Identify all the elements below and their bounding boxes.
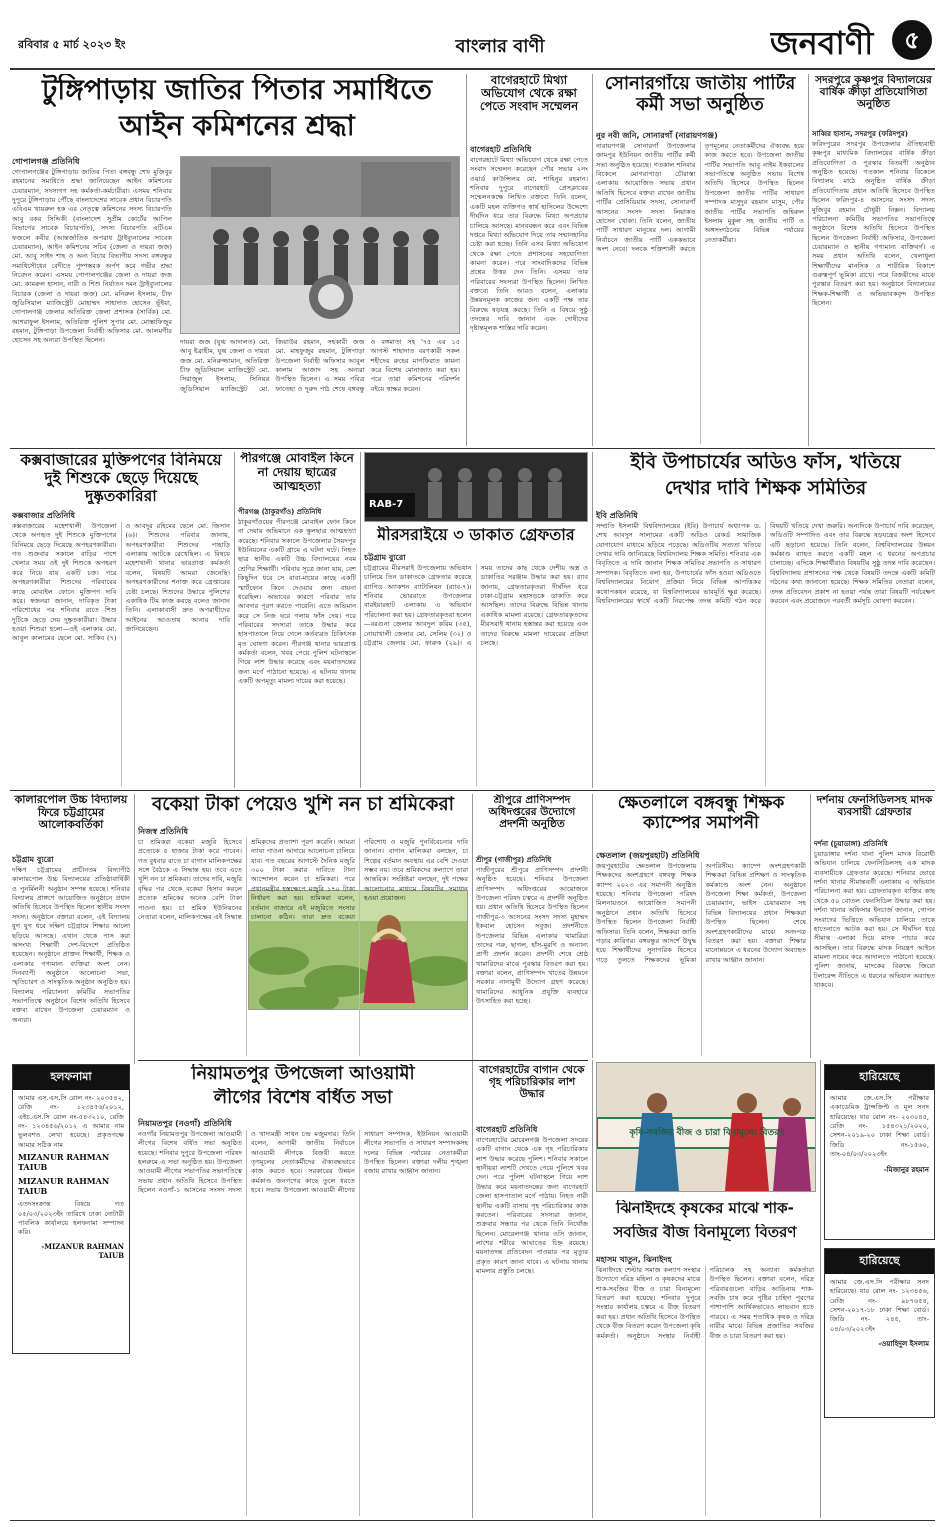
article-niamatpur — [138, 1064, 468, 1518]
headline: শ্রীপুরে প্রাণিসম্পদ অধিদপ্তরের উদ্যোগে প্রদর্শনী অনুষ্ঠিত — [488, 794, 576, 831]
headline-line-2: লীগের বিশেষ বর্ধিত সভা — [213, 1088, 393, 1108]
divider — [592, 452, 593, 788]
byline: চট্টগ্রাম ব্যুরো — [364, 553, 406, 562]
headline: সদরপুরে কৃষ্ণপুর বিদ্যালয়ের বার্ষিক ক্রীড়া প্রতিযোগিতা অনুষ্ঠিত — [815, 74, 932, 111]
article-sonargaon — [596, 74, 804, 446]
article-bagerhat-press — [470, 74, 588, 446]
article-pirganj — [238, 452, 356, 788]
masthead-date: রবিবার ৫ মার্চ ২০২৩ ইং — [18, 38, 126, 51]
notice-title: হারিয়েছে — [825, 1065, 934, 1090]
byline: কক্সবাজার প্রতিনিধি — [12, 511, 76, 520]
divider — [234, 452, 235, 788]
byline: দর্শনা (চুয়াডাঙ্গা) প্রতিনিধি — [814, 840, 888, 848]
article-body: গাজীপুরের শ্রীপুরে প্রাণিসম্পদ প্রদর্শনী অনুষ্ঠিত হয়েছে। শনিবার উপজেলা প্রাণিসম্পদ অধিদপ্তরের আয়োজনে উপজেলা পরিষদ চত্বরে এ প্রদর্শনী অনুষ্ঠিত হয়। প্রধান অতিথি হিসেবে উপস্থিত ছিলেন গাজীপুর-৩ আসনের সংসদ সদস্য মুহাম্মদ ইকবাল হোসেন সবুজ। প্রদর্শনীতে উপজেলার বিভিন্ন এলাকার খামারিরা তাদের গরু, ছাগল, হাঁস-মুরগি ও অন্যান্য প্রাণী প্রদর্শন করেন। প্রদর্শনী শেষে শ্রেষ্ঠ খামারিদের মাঝে পুরস্কার বিতরণ করা হয়। বক্তারা বলেন, প্রাণিসম্পদ খাতের উন্নয়নে সরকার নানামুখী উদ্যোগ গ্রহণ করেছে। খামারিদের আধুনিক প্রযুক্তি ব্যবহারে উৎসাহিত করা হচ্ছে। — [476, 866, 588, 1006]
page-bottom-rule — [10, 1520, 935, 1521]
page-number: ৫ — [904, 26, 920, 54]
notice-affidavit — [12, 1064, 130, 1354]
byline: বাগেরহাট প্রতিনিধি — [476, 1125, 538, 1134]
byline: নুর নবী জনি, সোনারগাঁ (নারায়ণগঞ্জ) — [596, 131, 718, 140]
byline: ইবি প্রতিনিধি — [596, 511, 638, 520]
masthead-section-title: বাংলার বাণী — [455, 36, 545, 57]
byline: নিজস্ব প্রতিনিধি — [138, 827, 188, 836]
article-body: চা শ্রমিকরা বকেয়া মজুরি হিসেবে প্রত্যেকে ৫ হাজার টাকা করে পাবেন। গত বুধবার রাতে চা বাগান মালিকপক্ষের সঙ্গে বৈঠকে এ সিদ্ধান্ত হয়। তবে এতে খুশি নন চা শ্রমিকরা। তাদের দাবি, মজুরি বৃদ্ধির পর থেকে বকেয়া হিসাব করলে প্রত্যেক শ্রমিকের অনেক বেশি টাকা পাওনা হয়। চা শ্রমিক ইউনিয়নের নেতারা বলেন, মালিকপক্ষের এই সিদ্ধান্ত শ্রমিকদের প্রত্যাশা পূরণ করেনি। আমরা ন্যায্য পাওনা আদায়ে আলোচনা চালিয়ে যাব। গত বছরের আগস্টে দৈনিক মজুরি ৩০০ টাকা করার দাবিতে টানা আন্দোলন করেন চা শ্রমিকরা। পরে প্রধানমন্ত্রীর হস্তক্ষেপে মজুরি ১৭০ টাকা নির্ধারণ করা হয়। শ্রমিকরা বলেন, বর্তমান বাজারে এই মজুরিতে সংসার চালানো কঠিন। তারা দ্রুত বকেয়া পরিশোধ ও মজুরি পুনর্বিবেচনার দাবি জানান। বাগান মালিকরা বলছেন, চা শিল্পের বর্তমান অবস্থায় এর বেশি দেওয়া সম্ভব নয়। তবে শ্রমিকদের কল্যাণে তারা আন্তরিক। সংশ্লিষ্টরা বলছেন, দুই পক্ষের আলোচনার মাধ্যমে বিষয়টির সমাধান হওয়া প্রয়োজন। — [138, 838, 468, 921]
headline: পীরগঞ্জে মোবাইল কিনে না দেয়ায় ছাত্রের আত্মহত্যা — [240, 452, 354, 493]
byline: মহাসম খাতুন, ঝিনাইদহ — [596, 1255, 672, 1264]
notice-signature: -মিজানুর রহমান — [883, 1164, 929, 1174]
article-coxsbazar — [12, 452, 230, 788]
headline: মীরসরাইয়ে ৩ ডাকাত গ্রেফতার — [377, 526, 575, 544]
headline: বকেয়া টাকা পেয়েও খুশি নন চা শ্রমিকেরা — [151, 794, 455, 815]
seed-banner-text: কৃষি-সবজির বীজ ও চারা বিনামূল্যে বিতরণ — [629, 1128, 785, 1138]
wreath-photo — [180, 156, 460, 334]
headline: দর্শনায় ফেনসিডিলসহ মাদক ব্যবসায়ী গ্রেফতার — [816, 794, 933, 819]
notice-body: আমার এস.এস.সি রোল নং- ২০৩৫৪২, রেজি নং- ১২৩৪৫৬/২০১২, এইচ.এস.সি রোল নং-৫৪৩২১০, রেজি নং- ১২৩৪৫৬/২০১২ এ আমার নাম ভুলবশত লেখা হয়েছে। প্রকৃতপক্ষে আমার সঠিক নাম — [18, 1094, 124, 1149]
photo-caption: দায়রা জজ (যুগ্ম আদালত) মো. আবু ইব্রাহীম, যুগ্ম জেলা ও দায়রা জজ মো. মনিরুজ্জামান, অতিরিক্ত চীফ জুডিসিয়াল ম্যাজিস্ট্রেট মো. সিরাজুল ইসলাম, সিনিয়র জুডিসিয়াল ম্যাজিস্ট্রেট মো. জিয়াউর রহমান, সহকারী জজ মো. মাহফুজুর রহমান, টুঙ্গিপাড়া উপজেলা নির্বাহী অফিসার আবুল কালাম আজাদ সহ অন্যরা উপস্থিত ছিলেন। এ সময় পবিত্র ফাতেহা ও দুরুদ পাঠ শেষে বঙ্গবন্ধু ও বঙ্গমাতা সহ '৭৫ এর ১৫ আগস্ট শাহাদাত বরণকারী সকল শহীদের রুহের মাগফিরাত কামনা করে বিশেষ মোনাজাত করা হয়। পরে তারা কমিশনের পরিদর্শন বইয়ে স্বাক্ষর করেন। — [180, 338, 460, 393]
article-mirsarai — [364, 452, 588, 788]
article-body: ঠাকুরগাঁওয়ের পীরগঞ্জে মোবাইল ফোন কিনে না দেয়ায় অভিমানে এক স্কুলছাত্র আত্মহত্যা করেছে। শনিবার সকালে উপজেলার সৈয়দপুর ইউনিয়নের একটি গ্রামে এ ঘটনা ঘটে। নিহত ছাত্র স্থানীয় একটি উচ্চ বিদ্যালয়ের নবম শ্রেণির শিক্ষার্থী। পরিবার সূত্রে জানা যায়, বেশ কিছুদিন ধরে সে বাবা-মায়ের কাছে একটি স্মার্টফোন কিনে দেওয়ার জন্য বায়না ধরেছিল। অভাবের কারণে পরিবার তার আবদার পূরণ করতে পারেনি। এতে অভিমান করে সে নিজ ঘরে গলায় ফাঁস দেয়। পরে পরিবারের সদস্যরা তাকে উদ্ধার করে হাসপাতালে নিয়ে গেলে কর্তব্যরত চিকিৎসক মৃত ঘোষণা করেন। পীরগঞ্জ থানার ভারপ্রাপ্ত কর্মকর্তা বলেন, খবর পেয়ে পুলিশ ঘটনাস্থলে গিয়ে লাশ উদ্ধার করেছে এবং ময়নাতদন্তের জন্য মর্গে পাঠানো হয়েছে। এ ঘটনায় থানায় একটি অপমৃত্যু মামলা দায়ের করা হয়েছে। — [238, 518, 356, 686]
divider — [360, 452, 361, 788]
article-kalarpol — [12, 794, 130, 1056]
byline: সাব্বির হাসান, সদরপুর (ফরিদপুর) — [812, 130, 908, 138]
headline: কক্সবাজারের মুক্তিপণের বিনিময়ে দুই শিশুকে ছেড়ে দিয়েছে দুষ্কৃতকারিরা — [20, 452, 222, 504]
masthead-logo: জনবাণী — [770, 24, 874, 62]
byline: ক্ষেতলাল (জয়পুরহাট) প্রতিনিধি — [596, 851, 700, 860]
headline-line-1: নিয়ামতপুর উপজেলা আওয়ামী — [191, 1064, 415, 1084]
section-rule — [10, 448, 935, 449]
rab-photo — [364, 452, 588, 522]
notice-body: আমার জে.এস.সি পরীক্ষার একাডেমিক ট্রান্সক্রিপ্ট ও মূল সনদ হারিয়েছে। যার রোল নং- ২০৩০৪৫, রেজি নং- ১৫৪৩২১/২০২০, সেশন-২০১৯-২০ ঢাকা শিক্ষা বোর্ড। জিডি নং-১৫৬০, তাং-০৪/০৩/২০২৩ইং — [830, 1094, 929, 1159]
article-bagerhat-garden — [476, 1064, 588, 1518]
notice-signature: -MIZANUR RAHMAN TAIUB — [41, 1241, 124, 1260]
article-body: সম্প্রতি ইসলামী বিশ্ববিদ্যালয়ের (ইবি) উপাচার্য অধ্যাপক ড. শেখ আবদুস সালামের একটি অডিও রেকর্ড সামাজিক যোগাযোগ মাধ্যমে ছড়িয়ে পড়েছে। অডিওটির সত্যতা খতিয়ে দেখার দাবি জানিয়েছে বিশ্ববিদ্যালয় শিক্ষক সমিতি। শনিবার এক বিবৃতিতে এ দাবি জানান শিক্ষক সমিতির সভাপতি ও সাধারণ সম্পাদক। বিবৃতিতে বলা হয়, উপাচার্যের ফাঁস হওয়া অডিওতে বিশ্ববিদ্যালয়ের নিয়োগ প্রক্রিয়া নিয়ে বিভিন্ন আপত্তিকর কথোপকথন রয়েছে, যা বিশ্ববিদ্যালয়ের ভাবমূর্তি ক্ষুণ্ণ করেছে। বিশ্ববিদ্যালয়ের স্বার্থে একটি নিরপেক্ষ তদন্ত কমিটি গঠন করে বিষয়টি খতিয়ে দেখা জরুরি। অন্যদিকে উপাচার্য দাবি করেছেন, অডিওটি সম্পাদিত এবং তার বিরুদ্ধে ষড়যন্ত্রের অংশ হিসেবে এটি ছড়ানো হয়েছে। তিনি বলেন, বিশ্ববিদ্যালয়ের উন্নয়ন কর্মকাণ্ড ব্যাহত করতে একটি মহল এ ধরনের অপপ্রচার চালাচ্ছে। এদিকে শিক্ষার্থীরাও বিষয়টির সুষ্ঠু তদন্ত দাবি করেছেন। বিশ্ববিদ্যালয় প্রশাসনের পক্ষ থেকে বিষয়টি তদন্তে একটি কমিটি গঠনের কথা জানানো হয়েছে। শিক্ষক সমিতির নেতারা বলেন, তদন্ত প্রতিবেদন প্রকাশ না হওয়া পর্যন্ত তারা বিষয়টি পর্যবেক্ষণ করবেন এবং প্রয়োজনে পরবর্তী কর্মসূচি ঘোষণা করবেন। — [596, 522, 935, 605]
rab-label: RAB-7 — [369, 499, 404, 510]
headline: বাগেরহাটে মিথ্যা অভিযোগ থেকে রক্ষা পেতে সংবাদ সম্মেলন — [479, 74, 579, 114]
notice-body: আমার জে.এস.সি পরীক্ষার সনদ হারিয়েছে। যার রোল নং- ১২৩৪৫৬, রেজি নং- ৯৮৭৬৫৪, সেশন-২০১৭-১৮ ঢাকা শিক্ষা বোর্ড। জিডি নং- ২৪৫, তাং- ০৪/০৩/২০২৩ইং — [830, 1278, 929, 1333]
article-body: নারায়ণগঞ্জ সোনারগাঁ উপজেলার জামপুর ইউনিয়ন জাতীয় পার্টির কর্মী সভা অনুষ্ঠিত হয়েছে। গতকাল শনিবার বিকেলে মোগরাপাড়া চৌরাস্তা এলাকায় আয়োজিত সভায় প্রধান অতিথি হিসেবে বক্তব্য রাখেন জাতীয় পার্টির প্রেসিডিয়াম সদস্য, সোনারগাঁ আসনের সংসদ সদস্য লিয়াকত হোসেন খোকা। তিনি বলেন, জাতীয় পার্টি সাধারণ মানুষের দল। আগামী নির্বাচনে জাতীয় পার্টি এককভাবে অংশ নেবে। দলকে শক্তিশালী করতে তৃণমূলের নেতাকর্মীদের ঐক্যবদ্ধ হয়ে কাজ করতে হবে। উপজেলা জাতীয় পার্টির সভাপতি আবু নাইম ইকবালের সভাপতিত্বে অনুষ্ঠিত সভায় বিশেষ অতিথি হিসেবে উপস্থিত ছিলেন উপজেলা জাতীয় পার্টির সাধারণ সম্পাদক মাসুদুর রহমান মাসুম, পৌর জাতীয় পার্টির সভাপতি জহিরুল ইসলাম মুকুল সহ জাতীয় পার্টি ও অঙ্গসংগঠনের বিভিন্ন পর্যায়ের নেতাকর্মীরা। — [596, 142, 804, 253]
wreath-photo-illustration — [181, 157, 460, 334]
notice-name-1: MIZANUR RAHMAN TAIUB — [18, 1152, 110, 1173]
article-body: জয়পুরহাটের ক্ষেতলাল উপজেলায় শিক্ষকদের অংশগ্রহণে বঙ্গবন্ধু শিক্ষক ক্যাম্প ২০২৩ এর সমাপনী অনুষ্ঠিত হয়েছে। শনিবার উপজেলা পরিষদ মিলনায়তনে আয়োজিত সমাপনী অনুষ্ঠানে প্রধান অতিথি হিসেবে উপস্থিত ছিলেন উপজেলা নির্বাহী অফিসার। তিনি বলেন, শিক্ষকরা জাতি গড়ার কারিগর। বঙ্গবন্ধুর আদর্শে উদ্বুদ্ধ হয়ে শিক্ষার্থীদের সুনাগরিক হিসেবে গড়ে তুলতে শিক্ষকদের ভূমিকা অপরিসীম। ক্যাম্পে অংশগ্রহণকারী শিক্ষকরা বিভিন্ন প্রশিক্ষণ ও সাংস্কৃতিক কর্মকাণ্ডে অংশ নেন। অনুষ্ঠানে উপজেলা শিক্ষা কর্মকর্তা, উপজেলা চেয়ারম্যান, ভাইস চেয়ারম্যান সহ বিভিন্ন বিদ্যালয়ের প্রধান শিক্ষকরা উপস্থিত ছিলেন। শেষে অংশগ্রহণকারীদের মাঝে সনদপত্র বিতরণ করা হয়। বক্তারা শিক্ষার মানোন্নয়নে এ ধরনের উদ্যোগ অব্যাহত রাখার আহ্বান জানান। — [596, 862, 806, 964]
byline: পীরগঞ্জ (ঠাকুরগাঁও) প্রতিনিধি — [238, 508, 322, 516]
masthead — [10, 10, 935, 68]
divider — [592, 794, 593, 1058]
headline-line-1: ইবি উপাচার্যের অডিও ফাঁস, খতিয়ে — [630, 452, 901, 473]
divider — [820, 1060, 821, 1518]
article-body: গোপালগঞ্জের টুঙ্গিপাড়ায় জাতির পিতা বঙ্গবন্ধু শেখ মুজিবুর রহমানের সমাধিতে শ্রদ্ধা জানিয়েছেন আইন কমিশনের চেয়ারম্যান, সদস্যগণ সহ কর্মকর্তা-কর্মচারীরা। এসময় শনিবার দুপুরে টুঙ্গিপাড়ায় পৌঁছে বাংলাদেশের সাবেক প্রধান বিচারপতি এবিএম খায়রুল হক এর নেতৃত্বে কমিশনের সদস্য বিচারপতি আবু বকর সিদ্দিকী (বাংলাদেশ সুপ্রীম কোর্টের আপিল বিভাগের সাবেক বিচারপতি), সদস্য বিচারপতি এটিএম ফজলে কবীর (আন্তর্জাতিক অপরাধ ট্রাইব্যুনালের সাবেক চেয়ারম্যান), আইন কমিশনের সচিব (জেলা ও দায়রা জজ) মো. আবু সাইদ শাহ ও অন্য বিচার বিভাগীয় সদস্য বঙ্গবন্ধুর সমাধিসৌধের বেদীতে পুষ্পস্তবক অর্পণ করে গভীর শ্রদ্ধা নিবেদন করেন। এসময় গোপালগঞ্জের জেলা ও দায়রা জজ মো. কামরুল হাসান, নারী ও শিশু নির্যাতন দমন ট্রাইব্যুনালের বিচারক (জেলা ও দায়রা জজ) মো. মনিরুল ইসলাম, চীফ জুডিসিয়াল ম্যাজিস্ট্রেট মোহাম্মদ সাহাদাত হোসেন ভূঁইয়া, গোপালগঞ্জ জেলার অতিরিক্ত জেলা প্রশাসক (সার্বিক) মো. আশরাফুল ইসলাম, অতিরিক্ত পুলিশ সুপার মো. মোস্তাফিজুর রহমান, টুঙ্গিপাড়া উপজেলা নির্বাহী অফিসার মো. আলমগীর হোসেন সহ অন্যরা উপস্থিত ছিলেন। — [12, 168, 172, 345]
article-sreepur — [476, 794, 588, 1056]
article-jhenaidah — [596, 1196, 814, 1518]
article-kshetlal — [596, 794, 806, 1058]
notice-body-2: এতদসংক্রান্ত বিষয়ে গত ০৫/০৩/২০২৩ইং তারিখে ঢাকা নোটারী পাবলিক কার্যালয়ে হলফনামা সম্পাদন করি। — [18, 1200, 124, 1237]
article-body: কক্সবাজারের মহেশখালী উপজেলা থেকে অপহৃত দুই শিশুকে মুক্তিপণের বিনিময়ে ছেড়ে দিয়েছে অপহরণকারীরা। গত শুক্রবার সকালে বাড়ির পাশে খেলার সময় ওই দুই শিশুকে অপহরণ করে নিয়ে যায় একটি চক্র। পরে অপহরণকারীরা শিশুদের পরিবারের কাছে মোবাইল ফোনে মুক্তিপণ দাবি করে। স্বজনরা জানান, দাবিকৃত টাকা পরিশোধের পর শনিবার রাতে শিশু দুটিকে ছেড়ে দেয় দুষ্কৃতকারীরা। উদ্ধার হওয়া শিশুরা হলো—ওই এলাকার মো. আবুল কালামের ছেলে মো. সাকিব (৭) ও আবদুর রহিমের ছেলে মো. জিসান (৬)। শিশুদের পরিবার জানায়, অপহরণকারীরা শিশুদের পাহাড়ি এলাকায় আটকে রেখেছিল। এ বিষয়ে মহেশখালী থানার ভারপ্রাপ্ত কর্মকর্তা বলেন, বিষয়টি আমরা জেনেছি। অপহরণকারীদের শনাক্ত করে গ্রেপ্তারের চেষ্টা চলছে। শিশুদের উদ্ধারে পুলিশের একাধিক টিম কাজ করছে বলেও জানান তিনি। এলাকাবাসী দ্রুত অপরাধীদের আইনের আওতায় আনার দাবি জানিয়েছেন। — [12, 522, 230, 643]
byline: নিয়ামতপুর (নওগাঁ) প্রতিনিধি — [138, 1119, 232, 1128]
article-body: ঝিনাইদহে শেল্টার সমাজ কল্যাণ সংস্থার উদ্যোগে দরিদ্র মহিলা ও কৃষকদের মাঝে শাক-সবজির বীজ ও চারা বিনামূল্যে বিতরণ করা হয়েছে। শনিবার দুপুরে সংস্থার কার্যালয় চত্বরে এ বীজ বিতরণ করা হয়। প্রধান অতিথি হিসেবে উপস্থিত থেকে বীজ বিতরণ করেন উপজেলা কৃষি কর্মকর্তা। অনুষ্ঠানে সংস্থার নির্বাহী পরিচালক সহ অন্যান্য কর্মকর্তারা উপস্থিত ছিলেন। বক্তারা বলেন, দরিদ্র পরিবারগুলো বাড়ির আঙিনায় শাক-সবজি চাষ করে পুষ্টির চাহিদা পূরণের পাশাপাশি আর্থিকভাবেও লাভবান হতে পারবে। এ সময় শতাধিক কৃষক ও দরিদ্র নারীর মাঝে বিভিন্ন প্রজাতির সবজির বীজ ও চারা বিতরণ করা হয়। — [596, 1266, 814, 1340]
notice-lost-2 — [824, 1248, 935, 1418]
divider — [134, 794, 135, 1064]
notice-name-2: MIZANUR RAHMAN TAIUB — [18, 1176, 110, 1197]
notice-title: হারিয়েছে — [825, 1249, 934, 1274]
byline: শ্রীপুর (গাজীপুর) প্রতিনিধি — [476, 856, 552, 864]
headline-line-2: আইন কমিশনের শ্রদ্ধা — [119, 110, 355, 142]
headline: বাগেরহাটের বাগান থেকে গৃহ পরিচারিকার লাশ উদ্ধার — [479, 1064, 585, 1101]
article-body: নওগাঁর নিয়ামতপুর উপজেলা আওয়ামী লীগের বিশেষ বর্ধিত সভা অনুষ্ঠিত হয়েছে। শনিবার দুপুরে উপজেলা পরিষদ হলরুমে এ সভা অনুষ্ঠিত হয়। উপজেলা আওয়ামী লীগের সভাপতির সভাপতিত্বে সভায় প্রধান অতিথি হিসেবে উপস্থিত ছিলেন নওগাঁ-১ আসনের সংসদ সদস্য ও খাদ্যমন্ত্রী সাধন চন্দ্র মজুমদার। তিনি বলেন, আগামী জাতীয় নির্বাচনে আওয়ামী লীগকে বিজয়ী করতে তৃণমূলের নেতাকর্মীদের ঐক্যবদ্ধভাবে কাজ করতে হবে। সরকারের উন্নয়ন কর্মকাণ্ড জনগণের কাছে তুলে ধরতে হবে। সভায় উপজেলা আওয়ামী লীগের সাধারণ সম্পাদক, ইউনিয়ন আওয়ামী লীগের সভাপতি ও সাধারণ সম্পাদকসহ দলের বিভিন্ন পর্যায়ের নেতাকর্মীরা উপস্থিত ছিলেন। বক্তারা দলীয় শৃঙ্খলা বজায় রাখার আহ্বান জানান। — [138, 1130, 468, 1195]
article-body: চট্টগ্রামের মীরসরাই উপজেলায় অভিযান চালিয়ে তিন ডাকাতকে গ্রেফতার করেছে র‌্যাপিড অ্যাকশন ব্যাটালিয়ন (র‌্যাব-৭)। শনিবার ভোররাতে উপজেলার বারইয়ারহাট এলাকায় এ অভিযান পরিচালনা করা হয়। গ্রেফতারকৃতরা হলেন—বরগুনা জেলার আবদুল করিম (৩৫), নোয়াখালী জেলার মো. সেলিম (৩২) ও চট্টগ্রাম জেলার মো. ফারুক (২৯)। এ সময় তাদের কাছ থেকে দেশীয় অস্ত্র ও ডাকাতির সরঞ্জাম উদ্ধার করা হয়। র‌্যাব জানায়, গ্রেফতারকৃতরা দীর্ঘদিন ধরে ঢাকা-চট্টগ্রাম মহাসড়কে ডাকাতি করে আসছিল। তাদের বিরুদ্ধে বিভিন্ন থানায় একাধিক মামলা রয়েছে। গ্রেফতারকৃতদের মীরসরাই থানায় হস্তান্তর করা হয়েছে এবং তাদের বিরুদ্ধে মামলা দায়েরের প্রক্রিয়া চলছে। — [364, 564, 588, 647]
section-rule — [138, 1060, 588, 1061]
page-number-badge — [892, 20, 932, 60]
byline: চট্টগ্রাম ব্যুরো — [12, 855, 54, 864]
byline: বাগেরহাট প্রতিনিধি — [470, 145, 532, 154]
article-body: বাগেরহাটের মোরেলগঞ্জ উপজেলা সদরের একটি বাগান থেকে এক গৃহ পরিচারিকার লাশ উদ্ধার করেছে পুলিশ। শনিবার সকালে স্থানীয়রা লাশটি দেখতে পেয়ে পুলিশে খবর দেন। পরে পুলিশ ঘটনাস্থলে গিয়ে লাশ উদ্ধার করে ময়নাতদন্তের জন্য বাগেরহাট জেলা হাসপাতাল মর্গে পাঠায়। নিহত নারী স্থানীয় একটি বাসায় গৃহ পরিচারিকার কাজ করতেন। পরিবারের সদস্যরা জানান, শুক্রবার সন্ধ্যার পর থেকে তিনি নিখোঁজ ছিলেন। মোরেলগঞ্জ থানার ওসি জানান, লাশের শরীরে আঘাতের চিহ্ন রয়েছে। ময়নাতদন্ত প্রতিবেদন পাওয়ার পর মৃত্যুর প্রকৃত কারণ জানা যাবে। এ ঘটনায় থানায় মামলার প্রস্তুতি চলছে। — [476, 1136, 588, 1276]
article-body: দক্ষিণ চট্টগ্রামের প্রাচীনতম বিদ্যাপীঠ কালারপোল উচ্চ বিদ্যালয়ের প্রতিষ্ঠাবার্ষিকী ও পুনর্মিলনী অনুষ্ঠান সম্পন্ন হয়েছে। শনিবার বিদ্যালয় প্রাঙ্গণে আয়োজিত অনুষ্ঠানে প্রধান অতিথি হিসেবে উপস্থিত ছিলেন স্থানীয় সংসদ সদস্য। অনুষ্ঠানে বক্তারা বলেন, এই বিদ্যালয় যুগ যুগ ধরে দক্ষিণ চট্টগ্রামে শিক্ষার আলো ছড়িয়ে আসছে। এখান থেকে পাস করা অসংখ্য শিক্ষার্থী দেশ-বিদেশে প্রতিষ্ঠিত হয়েছেন। অনুষ্ঠানে প্রাক্তন শিক্ষার্থী, শিক্ষক ও এলাকার গণ্যমান্য ব্যক্তিরা অংশ নেন। দিনব্যাপী অনুষ্ঠানে আলোচনা সভা, স্মৃতিচারণ ও সাংস্কৃতিক অনুষ্ঠান অনুষ্ঠিত হয়। বিদ্যালয় পরিচালনা কমিটির সভাপতির সভাপতিত্বে অনুষ্ঠানে বিশেষ অতিথি হিসেবে বক্তব্য রাখেন উপজেলা চেয়ারম্যান ও অন্যরা। — [12, 866, 130, 1024]
headline-line-1: ঝিনাইদহে কৃষকের মাঝে শাক- — [616, 1200, 794, 1217]
masthead-rule — [10, 68, 935, 70]
headline: সোনারগাঁয়ে জাতীয় পার্টির কর্মী সভা অনুষ্ঠিত — [604, 74, 796, 115]
seed-distribution-photo — [596, 1062, 816, 1192]
headline: কালারপোল উচ্চ বিদ্যালয় ফিরে চট্টগ্রামের আলোকবর্তিকা — [14, 794, 128, 832]
divider — [810, 794, 811, 1058]
divider — [592, 74, 593, 446]
headline: ক্ষেতলালে বঙ্গবন্ধু শিক্ষক ক্যাম্পের সমাপনী — [617, 794, 785, 833]
article-body: চুয়াডাঙ্গার দর্শনা থানা পুলিশ মাদক বিরোধী অভিযান চালিয়ে ফেনসিডিলসহ এক মাদক ব্যবসায়ীকে গ্রেফতার করেছে। শনিবার ভোরে দর্শনা থানার সীমান্তবর্তী এলাকায় এ অভিযান পরিচালনা করা হয়। গ্রেফতারকৃত ব্যক্তির কাছ থেকে ৫০ বোতল ফেনসিডিল উদ্ধার করা হয়। দর্শনা থানার অফিসার ইনচার্জ জানান, গোপন সংবাদের ভিত্তিতে অভিযান চালিয়ে তাকে হাতেনাতে আটক করা হয়। সে দীর্ঘদিন ধরে সীমান্ত এলাকা দিয়ে মাদক পাচার করে আসছিল। তার বিরুদ্ধে মাদক নিয়ন্ত্রণ আইনে মামলা দায়ের করে আদালতে পাঠানো হয়েছে। পুলিশ জানায়, মাদকের বিরুদ্ধে জিরো টলারেন্স নীতিতে এ ধরনের অভিযান অব্যাহত থাকবে। — [814, 850, 935, 990]
divider — [592, 1060, 593, 1518]
divider — [472, 794, 473, 1064]
article-ebi — [596, 452, 935, 788]
article-body: ফরিদপুরের সদরপুর উপজেলার ঐতিহ্যবাহী কৃষ্ণপুর মাধ্যমিক বিদ্যালয়ের বার্ষিক ক্রীড়া প্রতিযোগিতা ও পুরস্কার বিতরণী অনুষ্ঠান অনুষ্ঠিত হয়েছে। গতকাল শনিবার বিকেলে বিদ্যালয় মাঠে অনুষ্ঠিত বার্ষিক ক্রীড়া প্রতিযোগিতায় প্রধান অতিথি হিসেবে উপস্থিত ছিলেন ফরিদপুর-৪ আসনের সংসদ সদস্য মুজিবুর রহমান চৌধুরী নিক্সন। বিদ্যালয় পরিচালনা কমিটির সভাপতির সভাপতিত্বে অনুষ্ঠানে বিশেষ অতিথি হিসেবে উপস্থিত ছিলেন উপজেলা নির্বাহী অফিসার, উপজেলা চেয়ারম্যান ও স্থানীয় গণ্যমান্য ব্যক্তিবর্গ। এ সময় প্রধান অতিথি বলেন, খেলাধুলা শিক্ষার্থীদের মানসিক ও শারীরিক বিকাশে গুরুত্বপূর্ণ ভূমিকা রাখে। পরে বিজয়ীদের মাঝে পুরস্কার বিতরণ করা হয়। অনুষ্ঠানে বিদ্যালয়ের শিক্ষক-শিক্ষার্থী ও অভিভাবকবৃন্দ উপস্থিত ছিলেন। — [812, 140, 935, 308]
divider — [808, 74, 809, 446]
headline-line-2: দেখার দাবি শিক্ষক সমিতির — [664, 478, 867, 499]
notice-title: হলফনামা — [13, 1065, 129, 1090]
article-faridpur-sports — [812, 74, 935, 446]
headline-line-2: সবজির বীজ বিনামূল্যে বিতরণ — [613, 1224, 797, 1241]
divider — [466, 74, 467, 446]
byline: গোপালগঞ্জ প্রতিনিধি — [12, 157, 80, 166]
notice-signature: -ওয়াহিদুল ইসলাম — [878, 1339, 929, 1349]
headline-line-1: টুঙ্গিপাড়ায় জাতির পিতার সমাধিতে — [41, 74, 433, 106]
divider — [472, 1064, 473, 1518]
notice-lost-1 — [824, 1064, 935, 1240]
article-body: বাগেরহাটে মিথ্যা অভিযোগ থেকে রক্ষা পেতে সংবাদ সম্মেলন করেছেন পৌর সভার ২নং ওয়ার্ড কাউন্সিলর মো. শাহিনুর রহমান। শনিবার দুপুরে বাগেরহাট প্রেসক্লাবের সম্মেলনকক্ষে লিখিত বক্তব্যে তিনি বলেন, একটি মহল ব্যক্তিগত স্বার্থ হাসিলের উদ্দেশ্যে দীর্ঘদিন ধরে তার বিরুদ্ধে মিথ্যা অপপ্রচার চালিয়ে আসছে। মানববন্ধন করে এবং বিভিন্ন দপ্তরে মিথ্যা অভিযোগ দিয়ে তার সম্মানহানির চেষ্টা করা হচ্ছে। তিনি এসব মিথ্যা অভিযোগ থেকে রক্ষা পেতে প্রশাসনের সহযোগিতা কামনা করেন। পরে সাংবাদিকদের বিভিন্ন প্রশ্নের উত্তর দেন তিনি। এসময় তার পরিবারের সদস্যরা উপস্থিত ছিলেন। লিখিত বক্তব্যে তিনি আরও বলেন, এলাকার উন্নয়নমূলক কাজের জন্য একটি পক্ষ তার বিরুদ্ধে ষড়যন্ত্র করছে। তিনি এ বিষয়ে সুষ্ঠু তদন্তের দাবি জানান এবং দোষীদের দৃষ্টান্তমূলক শাস্তির দাবি করেন। — [470, 156, 588, 333]
section-rule — [10, 790, 935, 791]
article-tungipara — [12, 74, 462, 446]
article-tea-workers — [138, 794, 468, 1058]
article-darshana — [814, 794, 935, 1058]
